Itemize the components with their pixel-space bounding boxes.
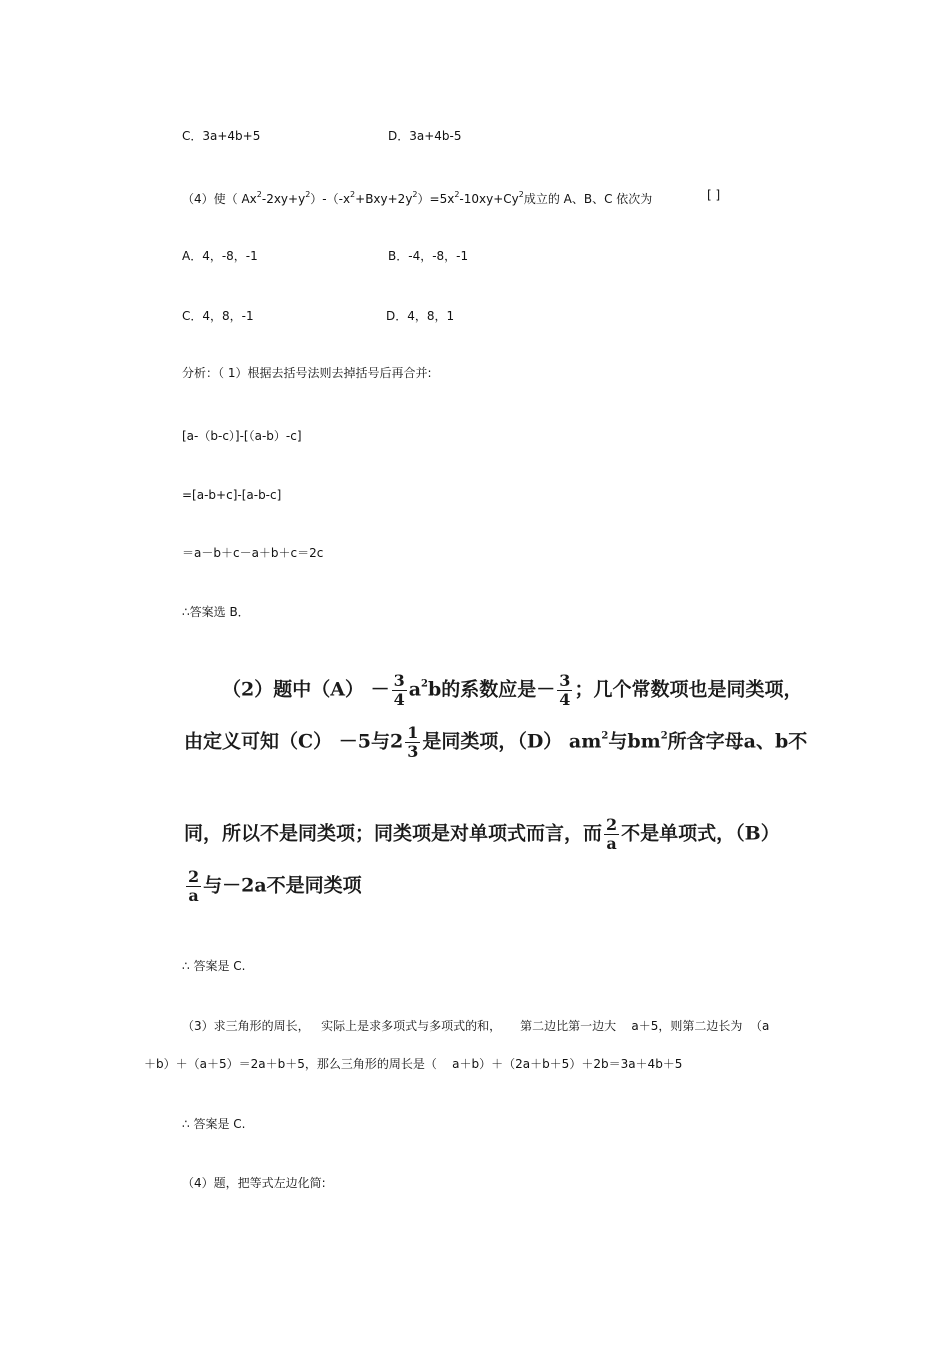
part2-sup: 2 <box>421 678 428 690</box>
q4-text-3: ）-（-x <box>310 192 351 206</box>
fraction <box>392 672 407 709</box>
q4-sup-5: 2 <box>454 190 460 199</box>
q4-text-1: （4）使（ Ax <box>182 192 257 206</box>
part2-text: （2）题中（A） － <box>222 678 390 701</box>
part2-text: 是同类项，（D） am <box>422 730 602 753</box>
fraction <box>604 816 619 853</box>
answer-3: ∴ 答案是 C. <box>182 1117 246 1131</box>
part2-text: 不是单项式，（B） <box>621 822 780 845</box>
option-4c: C．4，8，-1 <box>182 309 254 323</box>
answer-1: ∴答案选 B． <box>182 605 250 619</box>
fraction <box>405 724 420 761</box>
part2-text: 由定义可知（C） －5与2 <box>184 730 404 753</box>
fraction-denominator: 3 <box>407 742 419 761</box>
fraction-numerator: 2 <box>606 815 618 834</box>
option-4d: D．4，8，1 <box>386 309 455 323</box>
analysis-step-1: [a-（b-c）]-[（a-b）-c] <box>182 429 302 443</box>
q4-text-4: +Bxy+2y <box>355 192 413 206</box>
q4-answer-bracket: [ ] <box>707 188 721 202</box>
q4-sup-4: 2 <box>412 190 418 199</box>
part2-text: 与bm <box>608 730 661 753</box>
question-4 <box>182 187 652 207</box>
fraction <box>557 672 572 709</box>
fraction-numerator: 1 <box>407 723 419 742</box>
analysis-step-2: =[a-b+c]-[a-b-c] <box>182 488 282 502</box>
part2-text: ；几个常数项也是同类项， <box>574 678 803 701</box>
part3-line-2: ＋b）＋（a＋5）＝2a＋b＋5，那么三角形的周长是（ a＋b）＋（2a＋b＋5）＋2b＝3a＋4b＋5 <box>144 1057 683 1071</box>
option-4b: B．-4，-8，-1 <box>388 249 469 263</box>
fraction-denominator: a <box>606 834 617 853</box>
part2-text: a <box>408 678 422 701</box>
q4-sup-3: 2 <box>350 190 356 199</box>
part2-line-1 <box>222 672 802 709</box>
q4-sup-2: 2 <box>305 190 311 199</box>
q4-text-6: -10xy+Cy <box>459 192 519 206</box>
q4-text-2: -2xy+y <box>261 192 306 206</box>
part2-line-2 <box>184 724 807 761</box>
q4-text-5: ）=5x <box>417 192 455 206</box>
fraction-numerator: 2 <box>188 867 200 886</box>
fraction <box>186 868 201 905</box>
fraction-denominator: 4 <box>559 690 571 709</box>
option-3c: C．3a+4b+5 <box>182 129 261 143</box>
answer-2: ∴ 答案是 C. <box>182 959 246 973</box>
analysis-step-3: ＝a－b＋c－a＋b＋c＝2c <box>182 546 324 560</box>
fraction-numerator: 3 <box>559 671 571 690</box>
fraction-denominator: a <box>188 886 199 905</box>
q4-sup-6: 2 <box>518 190 524 199</box>
fraction-numerator: 3 <box>393 671 405 690</box>
part2-text: 同，所以不是同类项；同类项是对单项式而言，而 <box>184 822 603 845</box>
part2-text: b的系数应是－ <box>428 678 556 701</box>
option-3d: D．3a+4b-5 <box>388 129 462 143</box>
part2-text: 与－2a不是同类项 <box>203 874 362 897</box>
part2-sup: 2 <box>660 730 668 742</box>
fraction-denominator: 4 <box>393 690 405 709</box>
part4-intro: （4）题，把等式左边化简: <box>182 1176 326 1190</box>
q4-text-7: 成立的 A、B、C 依次为 <box>523 192 653 206</box>
part2-line-3 <box>184 816 780 853</box>
part2-line-4 <box>184 868 362 905</box>
option-4a: A．4，-8，-1 <box>182 249 258 263</box>
q4-sup-1: 2 <box>256 190 262 199</box>
part2-text: 所含字母a、b不 <box>667 730 808 753</box>
part3-line-1: （3）求三角形的周长， 实际上是求多项式与多项式的和， 第二边比第一边大 a＋5，则第二边长为 （a <box>182 1019 770 1033</box>
part2-sup: 2 <box>601 730 609 742</box>
analysis-intro: 分析：（ 1）根据去括号法则去掉括号后再合并: <box>182 366 432 380</box>
